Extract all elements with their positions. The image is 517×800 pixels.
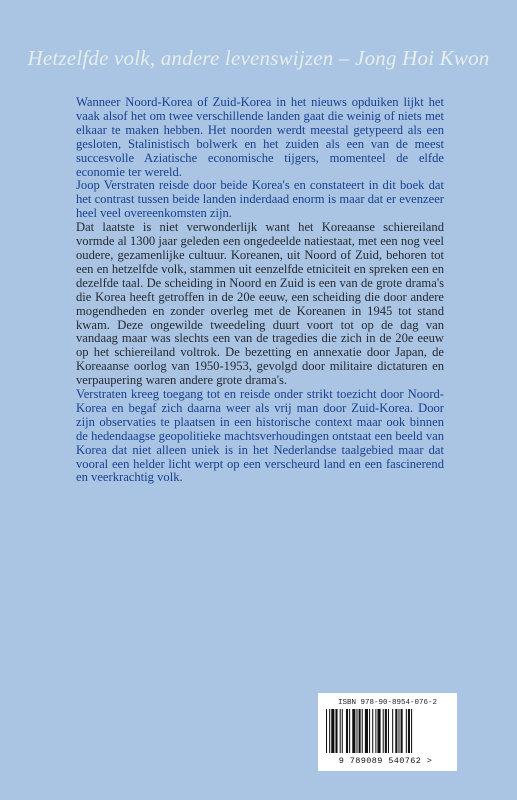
barcode-bar [352,709,355,753]
blurb-paragraph-author: Joop Verstraten reisde door beide Korea's en constateert in dit boek dat het contrast tussen beide landen inderdaad enorm is maar dat er evenzeer heel veel overeenkomsten zijn. [76,178,444,221]
barcode-bar [398,709,399,753]
barcode-bar [411,709,412,753]
barcode-bar [372,709,373,753]
barcode-icon [324,709,451,755]
barcode-bar [369,709,370,753]
barcode-bar [349,709,350,753]
cover-tagline: Hetzelfde volk, andere levenswijzen – Jong Hoi Kwon [27,46,490,70]
blurb-paragraph-intro: Wanneer Noord-Korea of Zuid-Korea in het nieuws opduiken lijkt het vaak alsof het om twee verschillende landen gaat die weinig of niets met elkaar te maken hebben. Het noorden werdt meestal getypeerd als een gesloten, Stalinistisch bolwerk en het zuiden als een van de meest succesvolle Aziatische economische tijgers, momenteel de elfde economie ter wereld. [76,95,444,179]
isbn-number: ISBN 978-90-8954-076-2 [337,699,438,707]
barcode-bar [383,709,384,753]
blurb-paragraph-journey: Verstraten kreeg toegang tot en reisde onder strikt toezicht door Noord-Korea en begaf zich daarna weer als vrij man door Zuid-Korea. Door zijn observaties te plaatsen in een historische context maar ook binnen de hedendaagse geopolitieke machtsverhoudingen ontstaat een beeld van Korea dat niet alleen uniek is in het Nederlandse taalgebied maar dat vooral een helder licht werpt op een verscheurd land en een fascinerend en veerkrachtig volk. [76,387,444,485]
barcode-bar [377,709,380,753]
barcode-bar [406,709,407,753]
ean-digits: 9 789089 540762 > [338,756,433,766]
barcode-bar [342,709,343,753]
barcode-bar [346,709,348,753]
barcode-bar [331,709,334,753]
barcode-bar [375,709,376,753]
barcode-bar [359,709,361,753]
barcode-bar [385,709,387,753]
barcode-bar [335,709,337,753]
blurb-paragraph-history: Dat laatste is niet verwonderlijk want het Koreaanse schiereiland vormde al 1300 jaar geleden een ongedeelde natiestaat, met een nog veel oudere, gezamenlijke cultuur. Koreanen, uit Noord of Zuid, behoren tot een en hetzelfde volk, stammen uit eenzelfde etniciteit en spreken een en dezelfde taal. De scheiding in Noord en Zuid is een van de grote drama's die Korea heeft getroffen in de 20e eeuw, een scheiding die door andere mogendheden en zonder overleg met de Koreanen in 1945 tot stand kwam. Deze ongewilde tweedeling duurt voort tot op de dag van vandaag maar was slechts een van de tragedies die zich in de 20e eeuw op het schiereiland voltrok. De bezetting en annexatie door Japan, de Koreaanse oorlog van 1950-1953, gevolgd door militaire dictaturen en verpaupering waren andere grote drama's. [76,220,444,388]
barcode-bar [340,709,341,753]
barcode-bar [365,709,368,753]
barcode-bar [356,709,357,753]
barcode-bar [326,709,327,753]
barcode-bar [388,709,389,753]
isbn-barcode-box [318,693,457,771]
barcode-bar [392,709,393,753]
blurb-text [76,96,444,485]
barcode-bar [401,709,403,753]
barcode-bar [362,709,363,753]
barcode-bar [329,709,330,753]
barcode-bar [395,709,397,753]
barcode-bar [408,709,410,753]
